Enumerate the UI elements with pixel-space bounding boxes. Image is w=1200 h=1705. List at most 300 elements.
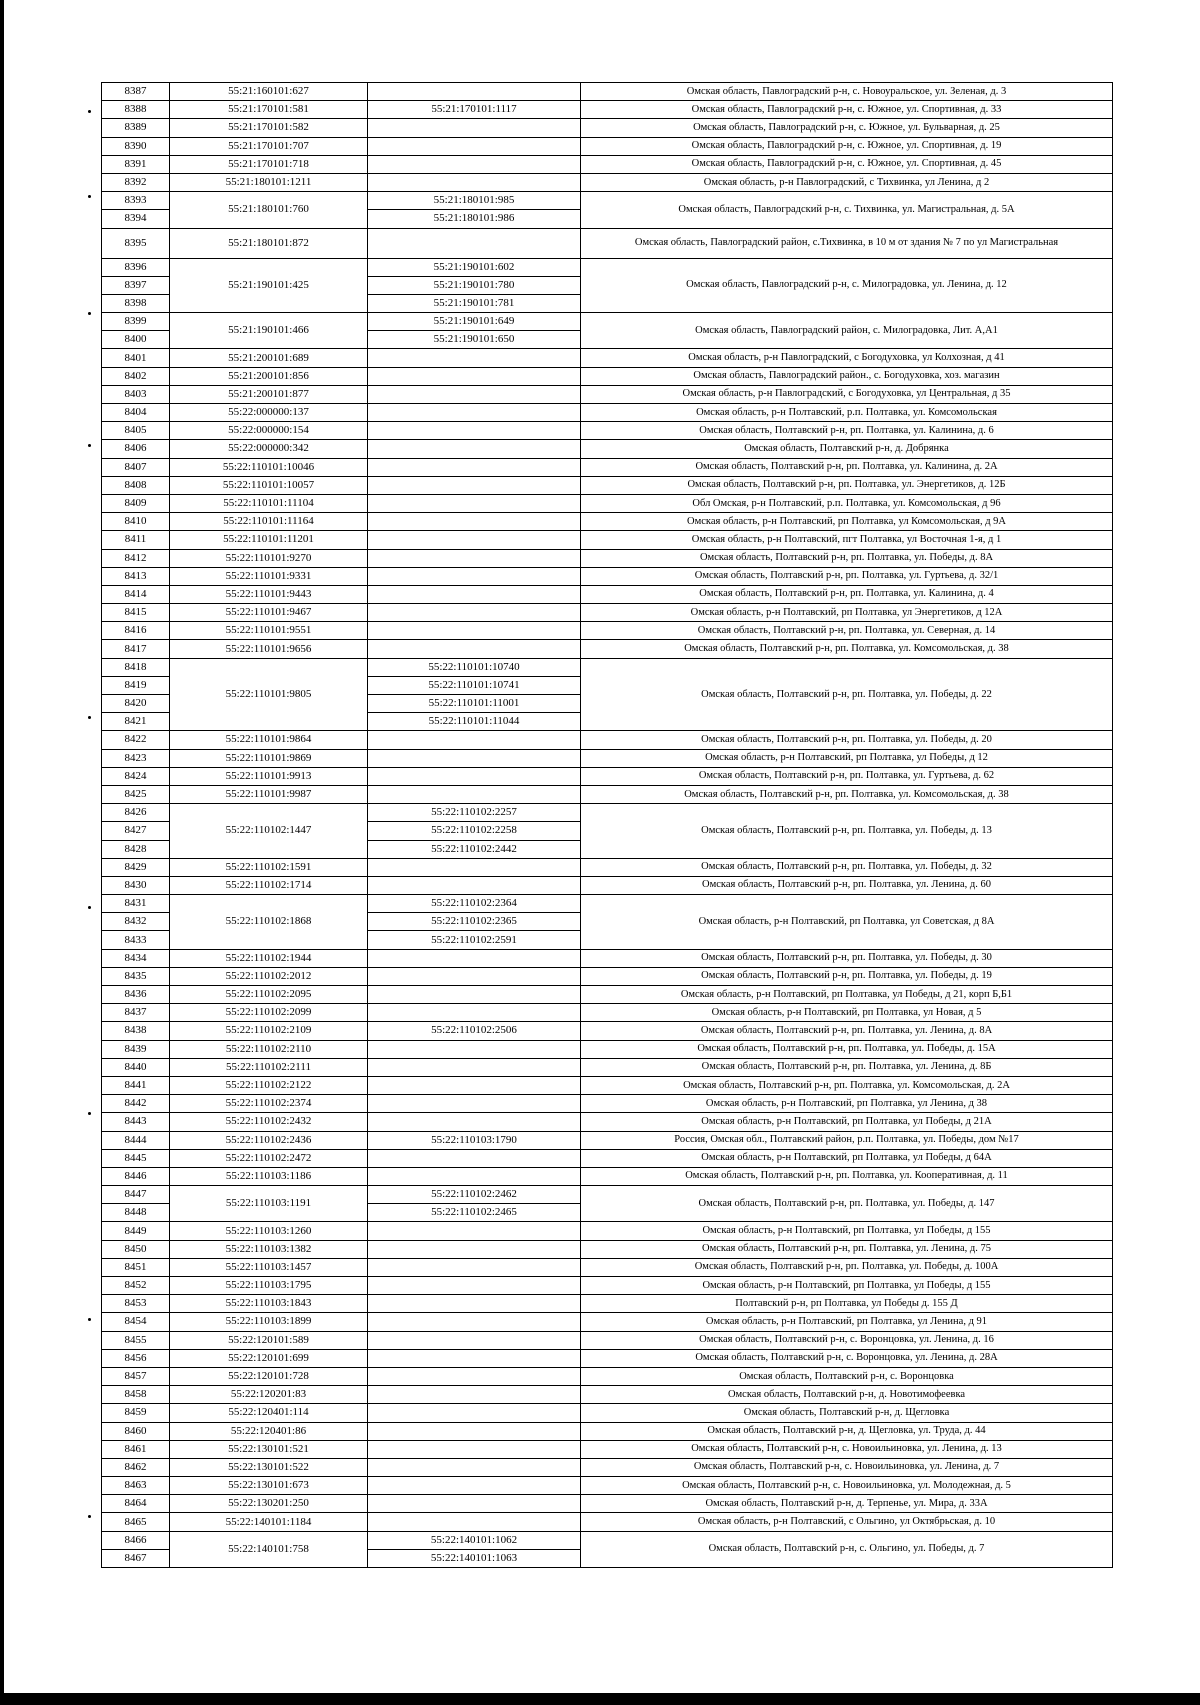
cadastral-number-cell: 55:22:120401:114: [170, 1404, 368, 1422]
row-number-cell: 8388: [102, 101, 170, 119]
cadastral-number-cell: 55:22:130101:522: [170, 1458, 368, 1476]
address-cell: Омская область, Полтавский р-н, рп. Полтавка, ул. Победы, д. 147: [581, 1186, 1113, 1222]
table-row: [102, 967, 1113, 985]
table-row: [102, 1295, 1113, 1313]
related-object-cell: [368, 1149, 581, 1167]
address-cell: Омская область, Полтавский р-н, рп. Полтавка, ул. Ленина, д. 60: [581, 876, 1113, 894]
row-number-cell: 8429: [102, 858, 170, 876]
related-object-cell: [368, 367, 581, 385]
address-cell: Омская область, Павлоградский р-н, с. Южное, ул. Спортивная, д. 33: [581, 101, 1113, 119]
table-row: [102, 137, 1113, 155]
table-row: [102, 1040, 1113, 1058]
related-object-cell: [368, 228, 581, 258]
related-object-cell: [368, 1076, 581, 1094]
related-object-cell: [368, 986, 581, 1004]
related-object-cell: [368, 785, 581, 803]
table-row: [102, 440, 1113, 458]
related-object-cell: [368, 155, 581, 173]
cadastral-number-cell: 55:22:110101:10046: [170, 458, 368, 476]
related-object-cell: [368, 1422, 581, 1440]
related-object-cell: [368, 476, 581, 494]
related-object-cell: 55:22:110102:2506: [368, 1022, 581, 1040]
table-row: [102, 458, 1113, 476]
related-object-cell: [368, 83, 581, 101]
table-row: [102, 604, 1113, 622]
address-cell: Омская область, Полтавский р-н, рп. Полтавка, ул. Калинина, д. 4: [581, 585, 1113, 603]
row-number-cell: 8420: [102, 695, 170, 713]
row-number-cell: 8455: [102, 1331, 170, 1349]
table-row: [102, 1495, 1113, 1513]
row-number-cell: 8456: [102, 1349, 170, 1367]
address-cell: Омская область, р-н Павлоградский, с Богодуховка, ул Центральная, д 35: [581, 385, 1113, 403]
related-object-cell: [368, 349, 581, 367]
address-cell: Омская область, р-н Полтавский, рп Полтавка, ул Победы, д 21А: [581, 1113, 1113, 1131]
related-object-cell: 55:21:170101:1117: [368, 101, 581, 119]
cadastral-number-cell: 55:22:110102:2012: [170, 967, 368, 985]
address-cell: Омская область, Полтавский р-н, рп. Полтавка, ул. Победы, д. 30: [581, 949, 1113, 967]
address-cell: Омская область, Павлоградский р-н, с. Тихвинка, ул. Магистральная, д. 5А: [581, 192, 1113, 228]
row-number-cell: 8433: [102, 931, 170, 949]
related-object-cell: [368, 119, 581, 137]
address-cell: Омская область, Полтавский р-н, рп. Полтавка, ул. Комсомольская, д. 2А: [581, 1076, 1113, 1094]
related-object-cell: [368, 1277, 581, 1295]
table-row: [102, 404, 1113, 422]
related-object-cell: [368, 1440, 581, 1458]
table-row: [102, 155, 1113, 173]
table-row: [102, 1331, 1113, 1349]
related-object-cell: [368, 1513, 581, 1531]
cadastral-number-cell: 55:22:110101:9913: [170, 767, 368, 785]
row-number-cell: 8430: [102, 876, 170, 894]
related-object-cell: [368, 967, 581, 985]
address-cell: Омская область, Полтавский р-н, рп. Полтавка, ул. Комсомольская, д. 38: [581, 640, 1113, 658]
table-row: [102, 1277, 1113, 1295]
cadastral-number-cell: 55:22:000000:154: [170, 422, 368, 440]
cadastral-number-cell: 55:21:190101:425: [170, 258, 368, 313]
row-number-cell: 8393: [102, 192, 170, 210]
row-number-cell: 8445: [102, 1149, 170, 1167]
row-number-cell: 8449: [102, 1222, 170, 1240]
related-object-cell: [368, 1240, 581, 1258]
table-row: [102, 895, 1113, 913]
address-cell: Омская область, Полтавский р-н, рп. Полтавка, ул. Энергетиков, д. 12Б: [581, 476, 1113, 494]
cadastral-number-cell: 55:22:140101:758: [170, 1531, 368, 1567]
address-cell: Омская область, Полтавский р-н, с. Ольгино, ул. Победы, д. 7: [581, 1531, 1113, 1567]
row-number-cell: 8405: [102, 422, 170, 440]
cadastral-number-cell: 55:21:160101:627: [170, 83, 368, 101]
related-object-cell: [368, 1313, 581, 1331]
cadastral-number-cell: 55:22:130101:521: [170, 1440, 368, 1458]
scan-artifact-dot: [88, 312, 91, 315]
address-cell: Омская область, Полтавский р-н, с. Новоильиновка, ул. Молодежная, д. 5: [581, 1477, 1113, 1495]
address-cell: Омская область, Полтавский р-н, рп. Полтавка, ул. Победы, д. 22: [581, 658, 1113, 731]
related-object-cell: [368, 1495, 581, 1513]
table-row: [102, 1222, 1113, 1240]
row-number-cell: 8413: [102, 567, 170, 585]
row-number-cell: 8412: [102, 549, 170, 567]
related-object-cell: 55:21:190101:780: [368, 276, 581, 294]
cadastral-number-cell: 55:21:200101:856: [170, 367, 368, 385]
row-number-cell: 8423: [102, 749, 170, 767]
row-number-cell: 8408: [102, 476, 170, 494]
related-object-cell: 55:22:110103:1790: [368, 1131, 581, 1149]
cadastral-number-cell: 55:22:110102:1591: [170, 858, 368, 876]
cadastral-number-cell: 55:22:110103:1260: [170, 1222, 368, 1240]
table-row: [102, 531, 1113, 549]
related-object-cell: [368, 858, 581, 876]
table-row: [102, 767, 1113, 785]
row-number-cell: 8457: [102, 1367, 170, 1385]
cadastral-number-cell: 55:22:110103:1457: [170, 1258, 368, 1276]
related-object-cell: [368, 876, 581, 894]
table-row: [102, 567, 1113, 585]
cadastral-number-cell: 55:22:110101:9864: [170, 731, 368, 749]
related-object-cell: [368, 1058, 581, 1076]
cadastral-number-cell: 55:22:110103:1186: [170, 1167, 368, 1185]
address-cell: Омская область, Павлоградский р-н, с. Южное, ул. Бульварная, д. 25: [581, 119, 1113, 137]
related-object-cell: 55:21:180101:985: [368, 192, 581, 210]
table-row: [102, 749, 1113, 767]
row-number-cell: 8442: [102, 1095, 170, 1113]
address-cell: Омская область, Полтавский р-н, рп. Полтавка, ул. Кооперативная, д. 11: [581, 1167, 1113, 1185]
row-number-cell: 8403: [102, 385, 170, 403]
row-number-cell: 8465: [102, 1513, 170, 1531]
address-cell: Омская область, Павлоградский район., с. Богодуховка, хоз. магазин: [581, 367, 1113, 385]
related-object-cell: [368, 1386, 581, 1404]
related-object-cell: 55:22:110101:10741: [368, 676, 581, 694]
cadastral-number-cell: 55:22:110102:2436: [170, 1131, 368, 1149]
address-cell: Омская область, р-н Полтавский, рп Полтавка, ул Новая, д 5: [581, 1004, 1113, 1022]
cadastral-number-cell: 55:21:180101:872: [170, 228, 368, 258]
related-object-cell: [368, 622, 581, 640]
address-cell: Омская область, Полтавский р-н, с. Новоильиновка, ул. Ленина, д. 13: [581, 1440, 1113, 1458]
related-object-cell: 55:21:180101:986: [368, 210, 581, 228]
scan-artifact-dot: [88, 195, 91, 198]
cadastral-number-cell: 55:22:110102:1868: [170, 895, 368, 950]
related-object-cell: [368, 1477, 581, 1495]
row-number-cell: 8399: [102, 313, 170, 331]
cadastral-number-cell: 55:22:110102:2111: [170, 1058, 368, 1076]
cadastral-number-cell: 55:22:110101:9443: [170, 585, 368, 603]
table-row: [102, 1477, 1113, 1495]
cadastral-number-cell: 55:21:200101:877: [170, 385, 368, 403]
address-cell: Россия, Омская обл., Полтавский район, р.п. Полтавка, ул. Победы, дом №17: [581, 1131, 1113, 1149]
row-number-cell: 8437: [102, 1004, 170, 1022]
row-number-cell: 8427: [102, 822, 170, 840]
cadastral-number-cell: 55:22:120401:86: [170, 1422, 368, 1440]
related-object-cell: [368, 1404, 581, 1422]
row-number-cell: 8431: [102, 895, 170, 913]
table-row: [102, 1095, 1113, 1113]
address-cell: Омская область, Полтавский р-н, рп. Полтавка, ул. Ленина, д. 8Б: [581, 1058, 1113, 1076]
cadastral-number-cell: 55:21:170101:707: [170, 137, 368, 155]
address-cell: Омская область, Павлоградский район, с. Милоградовка, Лит. А,А1: [581, 313, 1113, 349]
related-object-cell: [368, 749, 581, 767]
address-cell: Омская область, Полтавский р-н, рп. Полтавка, ул. Победы, д. 15А: [581, 1040, 1113, 1058]
table-row: [102, 785, 1113, 803]
table-row: [102, 986, 1113, 1004]
related-object-cell: 55:22:140101:1063: [368, 1549, 581, 1567]
cadastral-number-cell: 55:22:110101:9987: [170, 785, 368, 803]
row-number-cell: 8407: [102, 458, 170, 476]
row-number-cell: 8441: [102, 1076, 170, 1094]
related-object-cell: [368, 513, 581, 531]
cadastral-number-cell: 55:22:110102:1714: [170, 876, 368, 894]
related-object-cell: 55:22:110102:2465: [368, 1204, 581, 1222]
cadastral-number-cell: 55:22:130201:250: [170, 1495, 368, 1513]
address-cell: Омская область, Полтавский р-н, с. Воронцовка: [581, 1367, 1113, 1385]
scan-artifact-dot: [88, 1112, 91, 1115]
address-cell: Омская область, Полтавский р-н, рп. Полтавка, ул. Ленина, д. 8А: [581, 1022, 1113, 1040]
row-number-cell: 8416: [102, 622, 170, 640]
related-object-cell: [368, 731, 581, 749]
row-number-cell: 8434: [102, 949, 170, 967]
address-cell: Омская область, Полтавский р-н, рп. Полтавка, ул. Победы, д. 19: [581, 967, 1113, 985]
address-cell: Омская область, р-н Павлоградский, с Тихвинка, ул Ленина, д 2: [581, 173, 1113, 191]
cadastral-number-cell: 55:21:190101:466: [170, 313, 368, 349]
related-object-cell: [368, 767, 581, 785]
address-cell: Омская область, Павлоградский р-н, с. Новоуральское, ул. Зеленая, д. 3: [581, 83, 1113, 101]
address-cell: Омская область, Полтавский р-н, рп. Полтавка, ул. Северная, д. 14: [581, 622, 1113, 640]
related-object-cell: [368, 404, 581, 422]
table-row: [102, 1313, 1113, 1331]
cadastral-number-cell: 55:22:110101:11164: [170, 513, 368, 531]
related-object-cell: 55:21:190101:602: [368, 258, 581, 276]
cadastral-number-cell: 55:22:110102:2374: [170, 1095, 368, 1113]
row-number-cell: 8396: [102, 258, 170, 276]
table-row: [102, 858, 1113, 876]
related-object-cell: [368, 1095, 581, 1113]
row-number-cell: 8421: [102, 713, 170, 731]
table-row: [102, 513, 1113, 531]
address-cell: Омская область, Полтавский р-н, рп. Полтавка, ул. Победы, д. 20: [581, 731, 1113, 749]
address-cell: Омская область, р-н Полтавский, рп Полтавка, ул Ленина, д 91: [581, 1313, 1113, 1331]
cadastral-number-cell: 55:22:110102:2109: [170, 1022, 368, 1040]
row-number-cell: 8419: [102, 676, 170, 694]
related-object-cell: 55:21:190101:781: [368, 294, 581, 312]
row-number-cell: 8459: [102, 1404, 170, 1422]
row-number-cell: 8391: [102, 155, 170, 173]
table-row: [102, 585, 1113, 603]
table-row: [102, 622, 1113, 640]
cadastral-number-cell: 55:21:200101:689: [170, 349, 368, 367]
related-object-cell: [368, 1004, 581, 1022]
table-row: [102, 476, 1113, 494]
table-row: [102, 1113, 1113, 1131]
related-object-cell: 55:22:110101:11044: [368, 713, 581, 731]
cadastral-number-cell: 55:22:130101:673: [170, 1477, 368, 1495]
scan-artifact-dot: [88, 1515, 91, 1518]
related-object-cell: 55:22:110102:2257: [368, 804, 581, 822]
cadastral-number-cell: 55:22:110102:2122: [170, 1076, 368, 1094]
address-cell: Омская область, р-н Полтавский, р.п. Полтавка, ул. Комсомольская: [581, 404, 1113, 422]
row-number-cell: 8439: [102, 1040, 170, 1058]
related-object-cell: [368, 440, 581, 458]
address-cell: Омская область, р-н Полтавский, рп Полтавка, ул Победы, д 21, корп Б,Б1: [581, 986, 1113, 1004]
table-row: [102, 313, 1113, 331]
table-row: [102, 367, 1113, 385]
related-object-cell: 55:22:110102:2462: [368, 1186, 581, 1204]
row-number-cell: 8460: [102, 1422, 170, 1440]
cadastral-number-cell: 55:21:180101:760: [170, 192, 368, 228]
address-cell: Омская область, р-н Полтавский, рп Полтавка, ул Победы, д 155: [581, 1277, 1113, 1295]
cadastral-number-cell: 55:22:110101:9869: [170, 749, 368, 767]
address-cell: Омская область, Полтавский р-н, с. Воронцовка, ул. Ленина, д. 28А: [581, 1349, 1113, 1367]
row-number-cell: 8428: [102, 840, 170, 858]
row-number-cell: 8398: [102, 294, 170, 312]
address-cell: Омская область, Полтавский р-н, рп. Полтавка, ул. Победы, д. 8А: [581, 549, 1113, 567]
scan-artifact-dot: [88, 1318, 91, 1321]
address-cell: Омская область, р-н Полтавский, пгт Полтавка, ул Восточная 1-я, д 1: [581, 531, 1113, 549]
related-object-cell: [368, 1331, 581, 1349]
table-row: [102, 192, 1113, 210]
row-number-cell: 8458: [102, 1386, 170, 1404]
property-registry-table: [101, 82, 1113, 1568]
related-object-cell: 55:22:110101:10740: [368, 658, 581, 676]
related-object-cell: [368, 494, 581, 512]
cadastral-number-cell: 55:22:110102:2472: [170, 1149, 368, 1167]
related-object-cell: [368, 173, 581, 191]
cadastral-number-cell: 55:22:110102:1944: [170, 949, 368, 967]
cadastral-number-cell: 55:22:110102:2099: [170, 1004, 368, 1022]
table-row: [102, 731, 1113, 749]
cadastral-number-cell: 55:22:000000:137: [170, 404, 368, 422]
row-number-cell: 8424: [102, 767, 170, 785]
cadastral-number-cell: 55:22:110103:1382: [170, 1240, 368, 1258]
address-cell: Омская область, Полтавский р-н, рп. Полтавка, ул. Ленина, д. 75: [581, 1240, 1113, 1258]
cadastral-number-cell: 55:22:110101:11104: [170, 494, 368, 512]
address-cell: Омская область, р-н Полтавский, рп Полтавка, ул Советская, д 8А: [581, 895, 1113, 950]
related-object-cell: [368, 385, 581, 403]
cadastral-number-cell: 55:22:110102:2095: [170, 986, 368, 1004]
address-cell: Омская область, Полтавский р-н, рп. Полтавка, ул. Победы, д. 32: [581, 858, 1113, 876]
related-object-cell: [368, 422, 581, 440]
address-cell: Омская область, Полтавский р-н, с. Новоильиновка, ул. Ленина, д. 7: [581, 1458, 1113, 1476]
row-number-cell: 8401: [102, 349, 170, 367]
table-row: [102, 949, 1113, 967]
cadastral-number-cell: 55:22:110101:11201: [170, 531, 368, 549]
related-object-cell: [368, 137, 581, 155]
table-row: [102, 1240, 1113, 1258]
related-object-cell: [368, 531, 581, 549]
row-number-cell: 8418: [102, 658, 170, 676]
row-number-cell: 8463: [102, 1477, 170, 1495]
related-object-cell: [368, 1349, 581, 1367]
table-row: [102, 349, 1113, 367]
address-cell: Омская область, Павлоградский р-н, с. Южное, ул. Спортивная, д. 45: [581, 155, 1113, 173]
address-cell: Омская область, р-н Полтавский, рп Полтавка, ул Победы, д 64А: [581, 1149, 1113, 1167]
cadastral-number-cell: 55:22:110102:2110: [170, 1040, 368, 1058]
related-object-cell: 55:22:110102:2365: [368, 913, 581, 931]
related-object-cell: 55:22:110102:2258: [368, 822, 581, 840]
cadastral-number-cell: 55:22:110102:2432: [170, 1113, 368, 1131]
address-cell: Омская область, Полтавский р-н, рп. Полтавка, ул. Калинина, д. 2А: [581, 458, 1113, 476]
row-number-cell: 8422: [102, 731, 170, 749]
address-cell: Омская область, Полтавский р-н, д. Терпенье, ул. Мира, д. 33А: [581, 1495, 1113, 1513]
row-number-cell: 8453: [102, 1295, 170, 1313]
related-object-cell: 55:22:110102:2364: [368, 895, 581, 913]
address-cell: Омская область, Полтавский р-н, рп. Полтавка, ул. Гуртьева, д. 62: [581, 767, 1113, 785]
related-object-cell: [368, 949, 581, 967]
row-number-cell: 8466: [102, 1531, 170, 1549]
address-cell: Омская область, р-н Полтавский, рп Полтавка, ул Комсомольская, д 9А: [581, 513, 1113, 531]
table-row: [102, 101, 1113, 119]
related-object-cell: [368, 585, 581, 603]
table-row: [102, 1131, 1113, 1149]
row-number-cell: 8397: [102, 276, 170, 294]
related-object-cell: [368, 1113, 581, 1131]
cadastral-number-cell: 55:22:120201:83: [170, 1386, 368, 1404]
table-row: [102, 1458, 1113, 1476]
table-row: [102, 385, 1113, 403]
row-number-cell: 8426: [102, 804, 170, 822]
cadastral-number-cell: 55:22:120101:589: [170, 1331, 368, 1349]
table-row: [102, 1022, 1113, 1040]
cadastral-number-cell: 55:21:170101:718: [170, 155, 368, 173]
related-object-cell: [368, 458, 581, 476]
cadastral-number-cell: 55:22:110101:9805: [170, 658, 368, 731]
scan-edge-left: [0, 0, 4, 1705]
cadastral-number-cell: 55:21:170101:582: [170, 119, 368, 137]
row-number-cell: 8390: [102, 137, 170, 155]
table-row: [102, 1149, 1113, 1167]
row-number-cell: 8464: [102, 1495, 170, 1513]
related-object-cell: [368, 567, 581, 585]
scan-artifact-dot: [88, 906, 91, 909]
row-number-cell: 8438: [102, 1022, 170, 1040]
cadastral-number-cell: 55:22:120101:728: [170, 1367, 368, 1385]
related-object-cell: [368, 1167, 581, 1185]
cadastral-number-cell: 55:21:170101:581: [170, 101, 368, 119]
address-cell: Омская область, Полтавский р-н, с. Воронцовка, ул. Ленина, д. 16: [581, 1331, 1113, 1349]
table-row: [102, 494, 1113, 512]
cadastral-number-cell: 55:22:110101:9551: [170, 622, 368, 640]
cadastral-number-cell: 55:22:110103:1795: [170, 1277, 368, 1295]
row-number-cell: 8417: [102, 640, 170, 658]
address-cell: Омская область, Полтавский р-н, рп. Полтавка, ул. Гуртьева, д. 32/1: [581, 567, 1113, 585]
row-number-cell: 8447: [102, 1186, 170, 1204]
table-row: [102, 1167, 1113, 1185]
row-number-cell: 8450: [102, 1240, 170, 1258]
scan-edge-bottom: [0, 1693, 1200, 1705]
row-number-cell: 8448: [102, 1204, 170, 1222]
cadastral-number-cell: 55:22:110103:1191: [170, 1186, 368, 1222]
row-number-cell: 8440: [102, 1058, 170, 1076]
cadastral-number-cell: 55:22:110101:9467: [170, 604, 368, 622]
row-number-cell: 8443: [102, 1113, 170, 1131]
registry-body: [102, 83, 1113, 1568]
address-cell: Омская область, р-н Полтавский, с Ольгино, ул Октябрьская, д. 10: [581, 1513, 1113, 1531]
scan-artifact-dot: [88, 716, 91, 719]
related-object-cell: [368, 1367, 581, 1385]
table-row: [102, 1367, 1113, 1385]
row-number-cell: 8436: [102, 986, 170, 1004]
row-number-cell: 8395: [102, 228, 170, 258]
scan-artifact-dot: [88, 110, 91, 113]
row-number-cell: 8467: [102, 1549, 170, 1567]
table-row: [102, 1349, 1113, 1367]
table-row: [102, 804, 1113, 822]
related-object-cell: [368, 1040, 581, 1058]
address-cell: Омская область, Павлоградский район, с.Тихвинка, в 10 м от здания № 7 по ул Магистральная: [581, 228, 1113, 258]
table-row: [102, 422, 1113, 440]
row-number-cell: 8410: [102, 513, 170, 531]
row-number-cell: 8402: [102, 367, 170, 385]
table-row: [102, 173, 1113, 191]
related-object-cell: [368, 549, 581, 567]
row-number-cell: 8404: [102, 404, 170, 422]
row-number-cell: 8400: [102, 331, 170, 349]
